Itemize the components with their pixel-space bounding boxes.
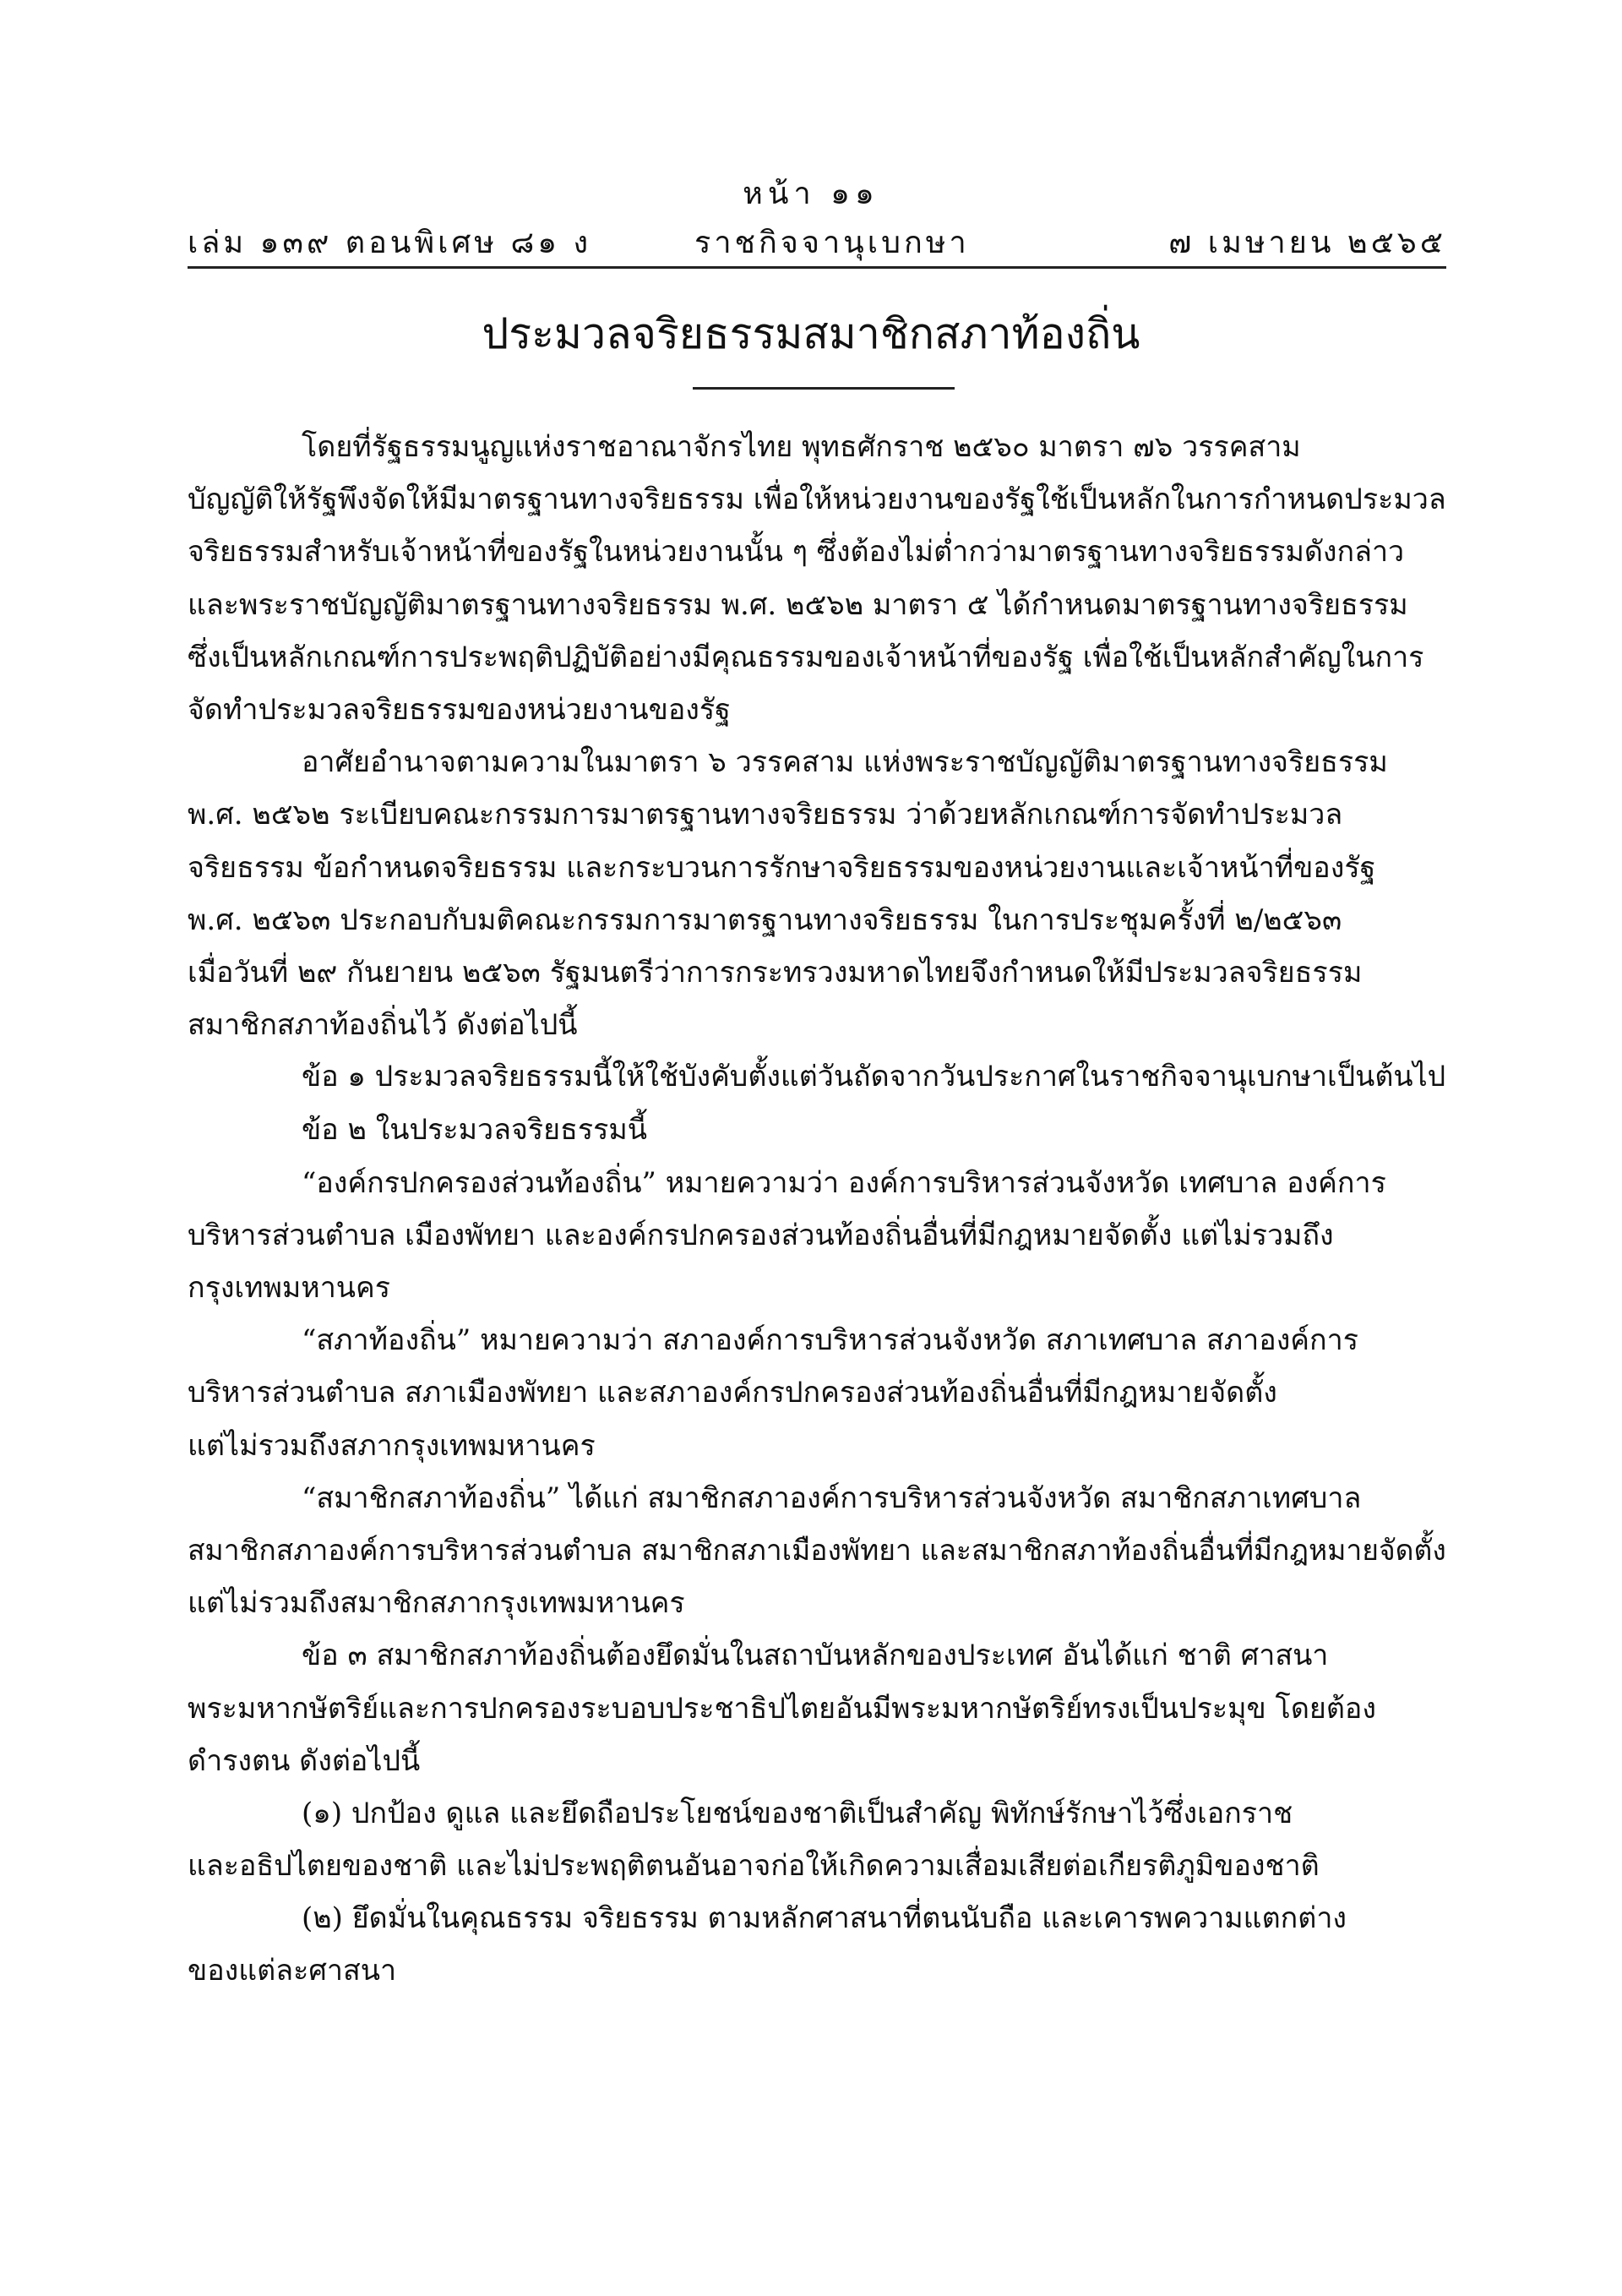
- body-line: สมาชิกสภาองค์การบริหารส่วนตำบล สมาชิกสภาเมืองพัทยา และสมาชิกสภาท้องถิ่นอื่นที่มีกฎหมายจัดตั้ง: [188, 1533, 1446, 1567]
- clause-line: ข้อ ๒ ในประมวลจริยธรรมนี้: [302, 1113, 648, 1148]
- document-body: [188, 421, 1446, 1998]
- gazette-header: [188, 218, 1446, 260]
- clause-line: ข้อ ๑ ประมวลจริยธรรมนี้ให้ใช้บังคับตั้งแต่วันถัดจากวันประกาศในราชกิจจานุเบกษาเป็นต้นไป: [302, 1061, 1446, 1094]
- body-line: พ.ศ. ๒๕๖๒ ระเบียบคณะกรรมการมาตรฐานทางจริยธรรม ว่าด้วยหลักเกณฑ์การจัดทำประมวล: [188, 798, 1343, 832]
- body-line: จริยธรรมสำหรับเจ้าหน้าที่ของรัฐในหน่วยงานนั้น ๆ ซึ่งต้องไม่ต่ำกว่ามาตรฐานทางจริยธรรมดังกล่าว: [188, 535, 1405, 570]
- volume-info: เล่ม ๑๓๙ ตอนพิเศษ ๘๑ ง: [188, 226, 592, 260]
- document-title: ประมวลจริยธรรมสมาชิกสภาท้องถิ่น: [482, 309, 1140, 358]
- journal-name: ราชกิจจานุเบกษา: [694, 226, 970, 260]
- subclause-line: (๑) ปกป้อง ดูแล และยึดถือประโยชน์ของชาติเป็นสำคัญ พิทักษ์รักษาไว้ซึ่งเอกราช: [302, 1796, 1293, 1830]
- body-line: บริหารส่วนตำบล เมืองพัทยา และองค์กรปกครองส่วนท้องถิ่นอื่นที่มีกฎหมายจัดตั้ง แต่ไม่รวมถึง: [188, 1218, 1334, 1252]
- body-line: บริหารส่วนตำบล สภาเมืองพัทยา และสภาองค์กรปกครองส่วนท้องถิ่นอื่นที่มีกฎหมายจัดตั้ง: [188, 1376, 1277, 1410]
- header-divider: [188, 266, 1446, 269]
- body-line: จัดทำประมวลจริยธรรมของหน่วยงานของรัฐ: [188, 692, 731, 727]
- body-line: ซึ่งเป็นหลักเกณฑ์การประพฤติปฏิบัติอย่างมีคุณธรรมของเจ้าหน้าที่ของรัฐ เพื่อใช้เป็นหลักสำคัญในการ: [188, 640, 1424, 674]
- body-line: จริยธรรม ข้อกำหนดจริยธรรม และกระบวนการรักษาจริยธรรมของหน่วยงานและเจ้าหน้าที่ของรัฐ: [188, 850, 1376, 885]
- page-number: หน้า ๑๑: [743, 177, 879, 211]
- body-line: และอธิปไตยของชาติ และไม่ประพฤติตนอันอาจก่อให้เกิดความเสื่อมเสียต่อเกียรติภูมิของชาติ: [188, 1849, 1320, 1884]
- body-line: พระมหากษัตริย์และการปกครองระบอบประชาธิปไตยอันมีพระมหากษัตริย์ทรงเป็นประมุข โดยต้อง: [188, 1691, 1376, 1726]
- title-divider: [693, 387, 955, 390]
- clause-line: ข้อ ๓ สมาชิกสภาท้องถิ่นต้องยึดมั่นในสถาบันหลักของประเทศ อันได้แก่ ชาติ ศาสนา: [302, 1639, 1329, 1673]
- definition-line: “องค์กรปกครองส่วนท้องถิ่น” หมายความว่า องค์การบริหารส่วนจังหวัด เทศบาล องค์การ: [302, 1165, 1386, 1200]
- body-line: และพระราชบัญญัติมาตรฐานทางจริยธรรม พ.ศ. ๒๕๖๒ มาตรา ๕ ได้กำหนดมาตรฐานทางจริยธรรม: [188, 587, 1408, 622]
- body-line: เมื่อวันที่ ๒๙ กันยายน ๒๕๖๓ รัฐมนตรีว่าการกระทรวงมหาดไทยจึงกำหนดให้มีประมวลจริยธรรม: [188, 955, 1363, 990]
- body-line: อาศัยอำนาจตามความในมาตรา ๖ วรรคสาม แห่งพระราชบัญญัติมาตรฐานทางจริยธรรม: [302, 745, 1388, 780]
- definition-line: “สภาท้องถิ่น” หมายความว่า สภาองค์การบริหารส่วนจังหวัด สภาเทศบาล สภาองค์การ: [302, 1323, 1358, 1358]
- body-line: แต่ไม่รวมถึงสมาชิกสภากรุงเทพมหานคร: [188, 1586, 685, 1621]
- body-line: แต่ไม่รวมถึงสภากรุงเทพมหานคร: [188, 1428, 596, 1463]
- body-line: บัญญัติให้รัฐพึงจัดให้มีมาตรฐานทางจริยธรรม เพื่อให้หน่วยงานของรัฐใช้เป็นหลักในการกำหนดประมวล: [188, 483, 1446, 517]
- body-line: ของแต่ละศาสนา: [188, 1954, 397, 1988]
- body-line: โดยที่รัฐธรรมนูญแห่งราชอาณาจักรไทย พุทธศักราช ๒๕๖๐ มาตรา ๗๖ วรรคสาม: [302, 430, 1301, 464]
- definition-line: “สมาชิกสภาท้องถิ่น” ได้แก่ สมาชิกสภาองค์การบริหารส่วนจังหวัด สมาชิกสภาเทศบาล: [302, 1481, 1362, 1515]
- subclause-line: (๒) ยึดมั่นในคุณธรรม จริยธรรม ตามหลักศาสนาที่ตนนับถือ และเคารพความแตกต่าง: [302, 1901, 1347, 1936]
- body-line: กรุงเทพมหานคร: [188, 1271, 391, 1305]
- body-line: ดำรงตน ดังต่อไปนี้: [188, 1743, 421, 1778]
- publication-date: ๗ เมษายน ๒๕๖๕: [1168, 226, 1446, 260]
- body-line: พ.ศ. ๒๕๖๓ ประกอบกับมติคณะกรรมการมาตรฐานทางจริยธรรม ในการประชุมครั้งที่ ๒/๒๕๖๓: [188, 903, 1342, 937]
- body-line: สมาชิกสภาท้องถิ่นไว้ ดังต่อไปนี้: [188, 1008, 578, 1043]
